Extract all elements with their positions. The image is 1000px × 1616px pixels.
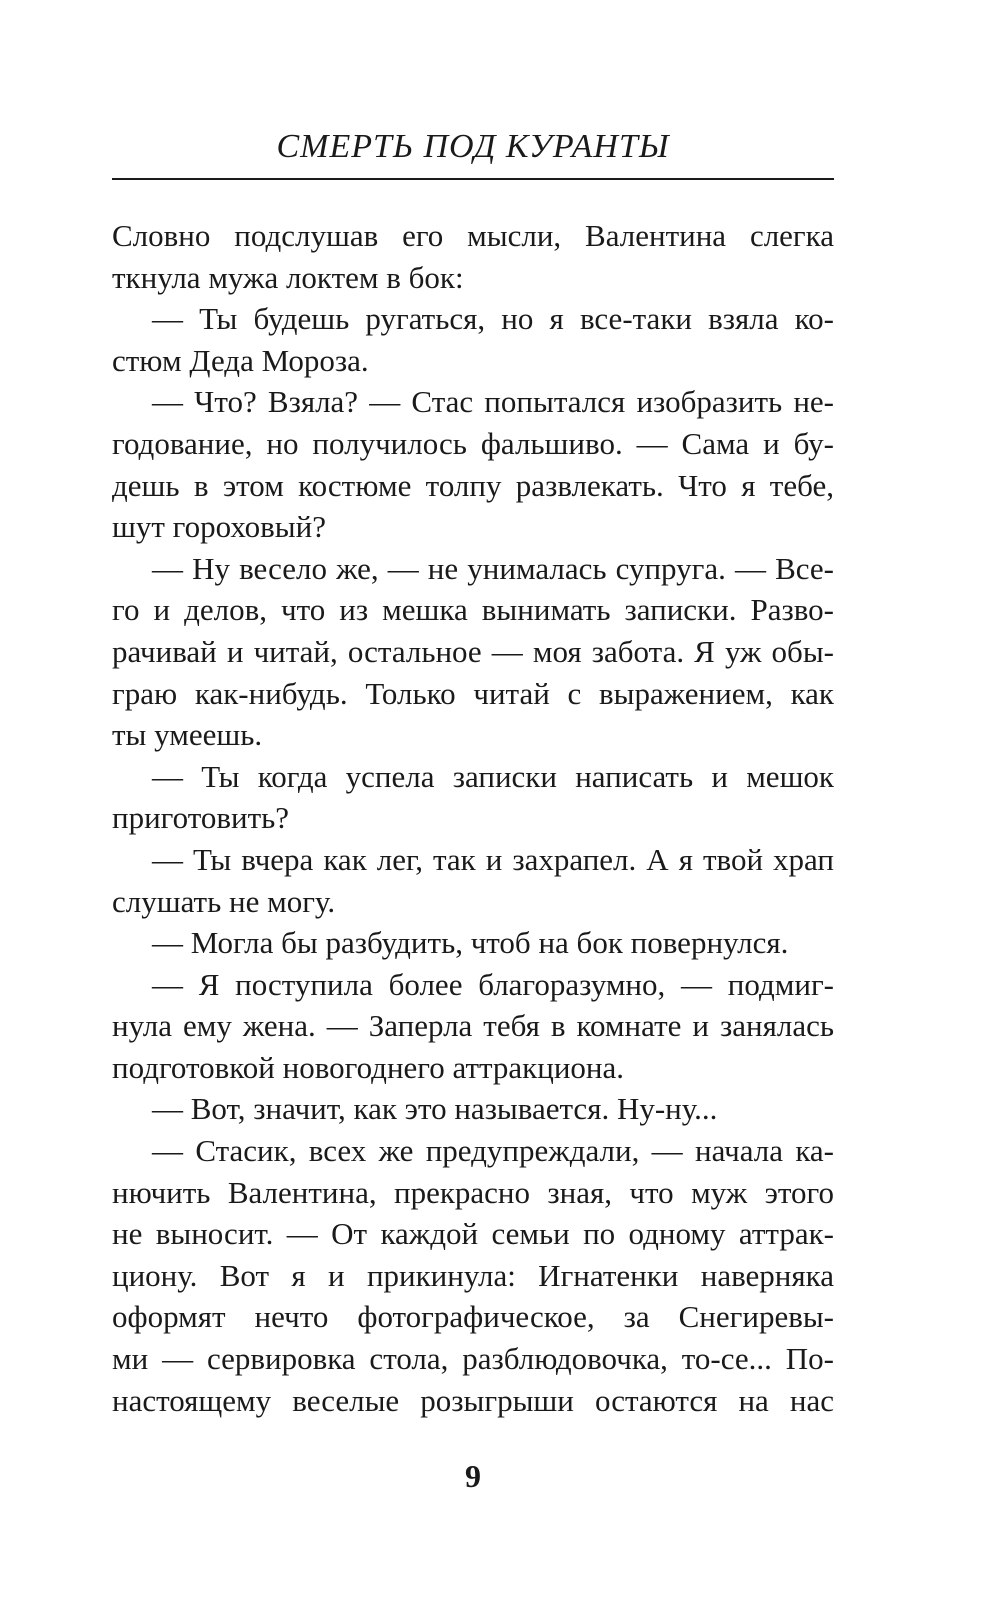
text-line: — Вот, значит, как это называется. Ну-ну... — [152, 1091, 718, 1127]
text-line: подготовкой новогоднего аттракциона. — [112, 1049, 625, 1085]
text-line: Словно подслушав его мысли, Валентина слегка — [112, 218, 834, 253]
text-line: — Что? Взяла? — Стас попытался изобразить не- — [152, 384, 834, 420]
text-line: оформят нечто фотографическое, за Снегиревы- — [112, 1299, 834, 1335]
text-line: ткнула мужа локтем в бок: — [112, 259, 464, 295]
text-line: не выносит. — От каждой семьи по одному аттрак- — [112, 1216, 834, 1252]
text-line: годование, но получилось фальшиво. — Сама и бу- — [112, 425, 834, 461]
text-line: рачивай и читай, остальное — моя забота. Я уж обы- — [112, 633, 834, 669]
text-line: ты умеешь. — [112, 717, 263, 753]
text-line: — Стасик, всех же предупреждали, — начала ка- — [152, 1133, 834, 1169]
text-line: дешь в этом костюме толпу развлекать. Что я тебе, — [112, 467, 834, 503]
text-line: — Могла бы разбудить, чтоб на бок повернулся. — [152, 925, 789, 961]
text-line: слушать не могу. — [112, 883, 336, 919]
text-line: граю как-нибудь. Только читай с выражением, как — [112, 675, 834, 711]
text-line: циону. Вот я и прикинула: Игнатенки наверняка — [112, 1257, 834, 1293]
text-line: приготовить? — [112, 800, 290, 836]
text-line: шут гороховый? — [112, 509, 326, 545]
text-line: — Ну весело же, — не унималась супруга. — Все- — [152, 550, 834, 586]
text-line: стюм Деда Мороза. — [112, 342, 369, 378]
text-line: нула ему жена. — Заперла тебя в комнате и занялась — [112, 1008, 834, 1044]
text-line: — Ты будешь ругаться, но я все-таки взяла ко- — [152, 301, 834, 337]
text-line: — Ты когда успела записки написать и мешок — [152, 758, 834, 794]
text-line: нючить Валентина, прекрасно зная, что муж этого — [112, 1174, 834, 1210]
text-line: — Ты вчера как лег, так и захрапел. А я твой храп — [152, 841, 834, 877]
page-number: 9 — [465, 1458, 481, 1494]
text-line: ми — сервировка стола, разблюдовочка, то-се... По- — [112, 1341, 834, 1377]
text-line: — Я поступила более благоразумно, — подмиг- — [152, 966, 834, 1002]
body-text — [112, 215, 834, 1421]
running-title: СМЕРТЬ ПОД КУРАНТЫ — [276, 128, 670, 165]
header-rule — [112, 178, 834, 180]
text-line: настоящему веселые розыгрыши остаются на нас — [112, 1382, 834, 1418]
text-line: го и делов, что из мешка вынимать записки. Разво- — [112, 592, 834, 628]
